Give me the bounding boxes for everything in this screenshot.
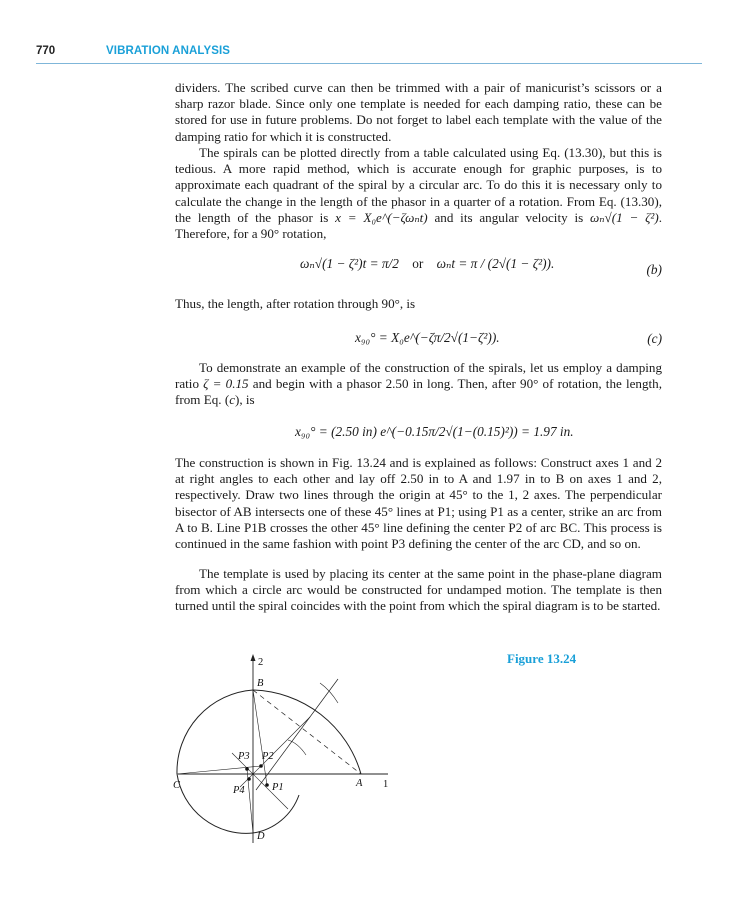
page-header xyxy=(36,45,702,64)
paragraph-2 xyxy=(175,145,662,242)
paragraph-2-text: The spirals can be plotted directly from a table calculated using Eq. (13.30), but this is tedious. A more rapid method, which is accurate enough for graphic purposes, is to approximate each quadrant of the spiral by a circular arc. To do this it is necessary only to calculate the change in the length of the phasor in a quarter of a rotation. From Eq. (13.30), the length of the phasor is x = X₀e^(−ζωₙt) and its angular velocity is ωₙ√(1 − ζ²). Therefore, for a 90° rotation, xyxy=(175,145,662,242)
point-p1 xyxy=(265,783,269,787)
label-p3: P3 xyxy=(238,751,250,762)
equation-numeric-text: x₉₀° = (2.50 in) e^(−0.15π/2√(1−(0.15)²)) = 1.97 in. xyxy=(295,424,574,439)
label-p1: P1 xyxy=(272,782,284,793)
line-p1-b xyxy=(253,690,267,785)
label-c: C xyxy=(173,780,181,791)
arc-tick-2 xyxy=(288,740,306,755)
inline-x-expression: x = X₀e^(−ζωₙt) xyxy=(335,209,428,225)
arc-cd xyxy=(177,774,253,833)
paragraph-4-text: To demonstrate an example of the construction of the spirals, let us employ a damping ratio ζ = 0.15 and begin with a phasor 2.50 in long. Then, after 90° of rotation, the length, from Eq. (c), is xyxy=(175,360,662,408)
equation-b-left: ωₙ√(1 − ζ²)t = π/2 xyxy=(300,256,399,271)
running-title: VIBRATION ANALYSIS xyxy=(106,45,231,57)
paragraph-3 xyxy=(175,296,662,312)
label-p4: P4 xyxy=(233,785,245,796)
page-number: 770 xyxy=(36,45,56,57)
inline-zeta-expression: ζ = 0.15 xyxy=(203,376,249,392)
figure-13-24 xyxy=(170,645,410,845)
arc-de xyxy=(253,795,299,833)
paragraph-6-text: The template is used by placing its center at the same point in the phase-plane diagram from which a circle arc would be constructed for undamped motion. The template is then turned until the spiral coincides with the point from which the spiral diagram is to be started. xyxy=(175,566,662,614)
equation-b xyxy=(300,256,554,272)
label-axis-1: 1 xyxy=(383,779,389,790)
equation-c xyxy=(355,330,500,346)
figure-caption: Figure 13.24 xyxy=(507,651,577,666)
equation-b-right: ωₙt = π / (2√(1 − ζ²)). xyxy=(436,256,555,271)
equation-c-text: x₉₀° = X₀e^(−ζπ/2√(1−ζ²)). xyxy=(355,330,500,345)
equation-b-label: (b) xyxy=(646,262,662,277)
point-p3 xyxy=(245,767,249,771)
line-45-b xyxy=(240,717,310,787)
inline-omega-expression: ωₙ√(1 − ζ²) xyxy=(590,209,659,225)
paragraph-3-text: Thus, the length, after rotation through 90°, is xyxy=(175,296,416,311)
label-d: D xyxy=(257,831,265,842)
perpendicular-bisector xyxy=(256,679,338,790)
equation-b-connector: or xyxy=(412,256,424,271)
inline-eq-reference: c xyxy=(229,392,235,408)
paragraph-5 xyxy=(175,455,662,552)
paragraph-1-text: dividers. The scribed curve can then be trimmed with a pair of manicurist’s scissors or a sharp razor blade. Since only one template is needed for each damping ratio, these can be stored for use in future problems. Do not forget to label each template with the value of the damping ratio for which it is constructed. xyxy=(175,80,662,144)
label-p2: P2 xyxy=(262,751,274,762)
label-axis-2: 2 xyxy=(258,657,264,668)
label-b: B xyxy=(257,678,264,689)
axis-2-arrow xyxy=(251,654,256,661)
equation-numeric xyxy=(295,424,574,440)
paragraph-6 xyxy=(175,566,662,615)
label-a: A xyxy=(356,778,363,789)
equation-c-label: (c) xyxy=(647,331,662,346)
paragraph-5-text: The construction is shown in Fig. 13.24 and is explained as follows: Construct axes 1 and 2 at right angles to each other and lay off 2.50 in to A and 1.97 in to B on axes 1 and 2, respectively. Draw two lines through the origin at 45° to the 1, 2 axes. The perpendicular bisector of AB intersects one of these 45° lines at P1; using P1 as a center, strike an arc from A to B. Line P1B crosses the other 45° line defining the center P2 of arc BC. This process is continued in the same fashion with point P3 defining the center of the arc CD, and so on. xyxy=(175,455,662,552)
point-p4 xyxy=(247,777,251,781)
paragraph-1 xyxy=(175,80,662,145)
point-p2 xyxy=(259,764,263,768)
paragraph-4 xyxy=(175,360,662,409)
